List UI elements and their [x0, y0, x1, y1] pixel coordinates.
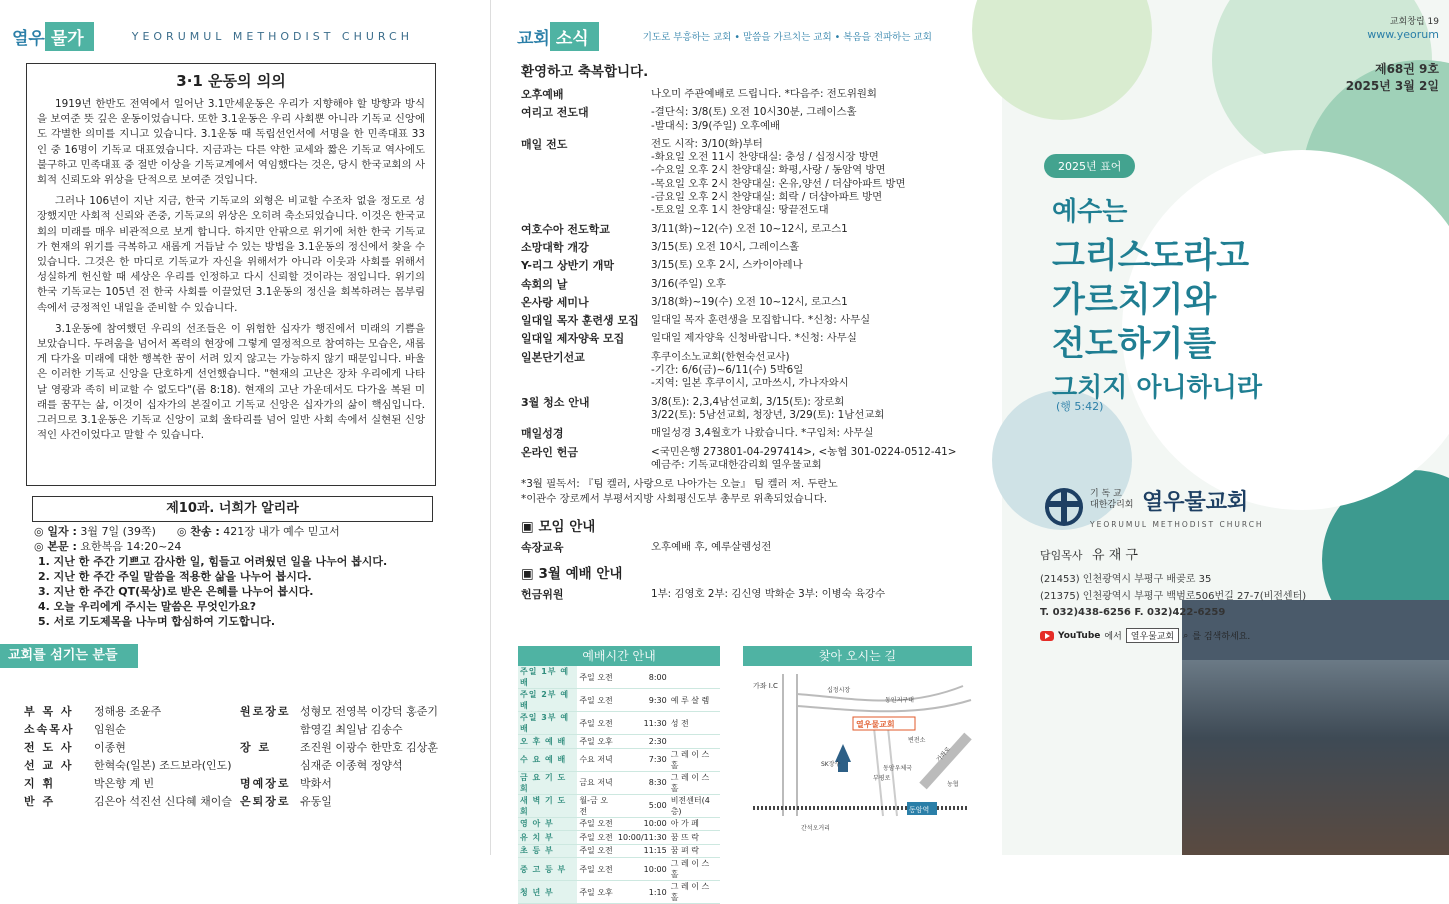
news-value: 3/18(화)~19(수) 오전 10~12시, 로고스1 — [651, 295, 848, 308]
sanctuary-photo — [1182, 660, 1449, 855]
service-cell-t: 5:00 — [616, 794, 669, 817]
text-value: 요한복음 14:20~24 — [80, 540, 182, 553]
youtube-in: 에서 — [1104, 632, 1122, 642]
article-box — [26, 63, 436, 486]
news-key: 매일 전도 — [521, 137, 568, 151]
staff-names: 심재준 이종혁 정양석 — [300, 759, 403, 772]
question-item: 2. 지난 한 주간 주일 말씀을 적용한 삶을 나누어 봅시다. — [38, 570, 312, 583]
service-times-title: 예배시간 안내 — [518, 646, 720, 666]
youtube-line — [1040, 628, 1250, 643]
question-item: 3. 지난 한 주간 QT(묵상)로 받은 은혜를 나누어 봅시다. — [38, 585, 314, 598]
news-value: 3/15(토) 오전 10시, 그레이스홀 — [651, 240, 800, 253]
service-cell-d: 주일 오전 — [577, 817, 616, 831]
staff-role: 전 도 사 — [24, 741, 74, 754]
map-title: 찾아 오시는 길 — [743, 646, 972, 666]
news-value: 3/15(토) 오후 2시, 스카이아레나 — [651, 259, 803, 272]
service-cell-d: 주일 오후 — [577, 881, 616, 904]
news-item — [521, 446, 991, 473]
staff-row — [24, 739, 234, 757]
motto-line: 그리스도라고 — [1052, 236, 1250, 276]
news-key: 여리고 전도대 — [521, 106, 589, 120]
map-station-label: 동암역 — [909, 806, 930, 814]
staff-row — [240, 739, 488, 757]
news-key: 속장교육 — [521, 541, 564, 555]
phone-fax: T. 032)438-6256 F. 032)422-6259 — [1040, 607, 1226, 618]
map-label: 동암우체국 — [883, 765, 912, 772]
service-cell-d: 주일 오후 — [577, 735, 616, 749]
map-church-label: 열우물교회 — [856, 720, 895, 729]
article-paragraph: 3.1운동에 참여했던 우리의 선조들은 이 위험한 십자가 행진에서 미래의 기쁨을 보았습니다. 두려움을 넘어서 폭력의 현장에 그렇게 열정적으로 참여하는 모습은, 새롭게 다가올 미래에 대한 행복한 꿈이 서려 있지 않고는 가능하지 않기 때문입니다. 바울은 이러한 기독교 신앙을 단호하게 선언했습니다. "현재의 고난은 장차 우리에게 나타날 영광과 족히 비교할 수 없도다"(롬 8:18). 현재의 고난 가운데서도 다가올 복된 미래를 꿈꾸는 삶, 이것이 십자가의 본질이고 기독교 신앙은 십자가의 삶이 핵심입니다. 그러므로 3.1운동은 기독교 신앙이 교회 울타리를 넘어 일반 사회 속에서 실현된 신앙적인 사건이었다고 말할 수 있습니다. — [37, 322, 425, 442]
service-cell-n: 오 후 예 배 — [518, 735, 577, 749]
staff-row — [24, 703, 234, 721]
news-item — [521, 332, 991, 345]
map-label: 십정시장 — [827, 687, 851, 694]
motto-verse: (행 5:42) — [1056, 400, 1104, 413]
founded-label: 교회창립 19 — [1389, 17, 1439, 27]
staff-names: 한혁숙(일본) 조드보라(인도) — [94, 759, 232, 772]
service-cell-p: 꿈 펴 락 — [669, 844, 720, 858]
service-cell-n: 중 고 등 부 — [518, 858, 577, 881]
panel-cover — [1002, 0, 1449, 855]
news-value: 오후예배 후, 예루살렘성전 — [651, 541, 772, 554]
service-cell-t: 10:00/11:30 — [616, 831, 669, 845]
map-label: 부평로 — [873, 775, 891, 782]
service-row — [518, 689, 720, 712]
service-row — [518, 844, 720, 858]
question-item: 1. 지난 한 주간 기쁘고 감사한 일, 힘들고 어려웠던 일을 나누어 봅시다. — [38, 555, 388, 568]
news-key: 일대일 목자 훈련생 모집 — [521, 314, 639, 328]
news-key: 헌금위원 — [521, 588, 564, 602]
service-cell-t: 2:30 — [616, 735, 669, 749]
news-value: 일대일 제자양육 신청바랍니다. *신청: 사무실 — [651, 332, 857, 345]
news-key: 오후예배 — [521, 88, 564, 101]
lesson-meta-row — [34, 524, 340, 539]
pastor-label: 담임목사 — [1040, 549, 1083, 562]
hymn-value: 421장 내가 예수 믿고서 — [223, 525, 340, 538]
youtube-label: YouTube — [1058, 630, 1101, 641]
news-key: 온사랑 세미나 — [521, 295, 589, 309]
staff-names: 정해용 조윤주 — [94, 705, 162, 718]
text-label: ◎ 본문 : — [34, 540, 77, 553]
news-item — [521, 106, 991, 133]
issue-date: 2025년 3월 2일 — [1345, 79, 1439, 93]
question-item: 5. 서로 기도제목을 나누며 합심하여 기도합니다. — [38, 615, 276, 628]
service-times-table — [518, 646, 720, 904]
service-cell-p — [669, 735, 720, 749]
news-key: 일본단기선교 — [521, 350, 585, 364]
news-key: 여호수아 전도학교 — [521, 222, 610, 236]
news-key: 매일성경 — [521, 427, 564, 441]
staff-role: 명예장로 — [240, 777, 291, 790]
service-cell-d: 주일 오전 — [577, 858, 616, 881]
staff-list-left — [24, 703, 234, 811]
service-row — [518, 748, 720, 771]
staff-role: 부 목 사 — [24, 705, 74, 718]
question-list — [38, 554, 387, 629]
map-label: SK장수 — [821, 761, 841, 768]
pastor-line — [1040, 544, 1138, 563]
service-cell-t: 8:00 — [616, 666, 669, 689]
service-cell-d: 주일 오전 — [577, 712, 616, 735]
header-part-a: 교회 — [517, 28, 550, 49]
news-value: 전도 시작: 3/10(화)부터 -화요일 오전 11시 찬양대실: 충성 / 십정시장 방면 -수요일 오후 2시 찬양대실: 화평,사랑 / 동암역 방면 -목요일 오후 2시 찬양대실: 온유,양선 / 더샵아파트 방면 -금요일 오후 2시 찬양대실: 희락 / 더샵아파트 방면 -토요일 오후 1시 찬양대실: 땅끝전도대 — [651, 137, 906, 217]
news-item — [521, 278, 991, 291]
service-cell-d: 주일 오전 — [577, 844, 616, 858]
church-logo — [1042, 487, 1086, 527]
news-value: 1부: 김영호 2부: 김신영 박화순 3부: 이병숙 육강수 — [651, 588, 886, 601]
motto-line: 가르치기와 — [1052, 280, 1217, 320]
staff-row — [240, 703, 488, 721]
news-value: 나오미 주관예배로 드립니다. *다음주: 전도위원회 — [651, 88, 877, 100]
news-key: 일대일 제자양육 모집 — [521, 332, 625, 346]
staff-role: 은퇴장로 — [240, 795, 291, 808]
news-value: 매일성경 3,4월호가 나왔습니다. *구입처: 사무실 — [651, 427, 874, 440]
news-item — [521, 351, 991, 391]
news-value: -결단식: 3/8(토) 오전 10시30분, 그레이스홀 -발대식: 3/9(주일) 오후예배 — [651, 106, 857, 132]
youtube-tail: 를 검색하세요. — [1192, 632, 1251, 642]
service-row — [518, 817, 720, 831]
news-value: 일대일 목자 훈련생을 모집합니다. *신청: 사무실 — [651, 314, 871, 327]
youtube-search-box[interactable]: 열우물교회 — [1126, 628, 1179, 643]
service-cell-t: 10:00 — [616, 817, 669, 831]
motto-badge: 2025년 표어 — [1044, 154, 1135, 178]
service-cell-n: 주일 1부 예배 — [518, 666, 577, 689]
service-cell-d: 금요 저녁 — [577, 771, 616, 794]
news-value: 3/8(토): 2,3,4남선교회, 3/15(토): 장로회 3/22(토): 5남선교회, 청장년, 3/29(토): 1남선교회 — [651, 395, 885, 421]
news-value: 3/16(주일) 오후 — [651, 277, 726, 290]
map-label: 가좌로 — [935, 745, 953, 764]
map-graphic — [743, 666, 972, 836]
church-name-en: YEORUMUL METHODIST CHURCH — [1090, 520, 1264, 529]
service-row — [518, 858, 720, 881]
note-line: *이관수 장로께서 부평서지방 사회평신도부 총무로 위촉되었습니다. — [521, 493, 828, 506]
pastor-name: 유 재 구 — [1092, 548, 1138, 563]
staff-role — [240, 721, 300, 739]
news-item — [521, 296, 991, 309]
service-cell-p: 성 전 — [669, 712, 720, 735]
service-cell-n: 금 요 기 도 회 — [518, 771, 577, 794]
youtube-icon — [1040, 631, 1054, 641]
staff-role: 지 휘 — [24, 777, 56, 790]
news-value: 3/11(화)~12(수) 오전 10~12시, 로고스1 — [651, 222, 848, 235]
staff-names: 조진원 이광수 한만호 김상훈 — [300, 741, 439, 754]
service-cell-t: 7:30 — [616, 748, 669, 771]
service-cell-t: 11:30 — [616, 712, 669, 735]
service-cell-n: 수 요 예 배 — [518, 748, 577, 771]
news-list — [521, 60, 991, 607]
panel-header — [491, 22, 932, 50]
denomination — [1090, 489, 1133, 511]
address-line: (21375) 인천광역시 부평구 백범로506번길 27-7(비전센터) — [1040, 591, 1307, 602]
header-part-b: 물가 — [45, 22, 94, 51]
map-label: 변전소 — [908, 737, 926, 744]
service-row — [518, 666, 720, 689]
staff-row — [24, 793, 234, 811]
motto-line: 전도하기를 — [1052, 324, 1217, 364]
motto-text — [1052, 190, 1262, 410]
header-part-b: 소식 — [550, 22, 599, 51]
map-label: 가좌 I.C — [753, 682, 778, 690]
staff-role: 장 로 — [240, 741, 272, 754]
staff-names: 김은아 석진선 신다혜 채이슬 — [94, 795, 233, 808]
staff-names: 함영길 최일남 김송수 — [300, 723, 403, 736]
service-cell-p: 예 루 살 렘 — [669, 689, 720, 712]
service-cell-p: 그 레 이 스 홀 — [669, 771, 720, 794]
service-cell-d: 월-금 오전 — [577, 794, 616, 817]
service-row — [518, 794, 720, 817]
church-url: www.yeorum — [1367, 28, 1439, 41]
article-paragraph: 그러나 106년이 지난 지금, 한국 기독교의 외형은 비교할 수조차 없을 정도로 성장했지만 사회적 신뢰와 존중, 기독교의 위상은 오히려 축소되었습니다. 이것은 한국교회의 미래를 매우 비관적으로 보게 합니다. 하지만 안팎으로 위기에 처한 한국 기독교가 현재의 위기를 극복하고 새롭게 거듭날 수 있는 방법을 3.1운동의 정신에서 찾을 수 있습니다. 그것은 한 마디로 기독교가 자신을 위해서가 아니라 이웃과 사회를 위해서 성실하게 헌신할 때 세상은 우리를 인정하고 다시 신뢰할 것이라는 점입니다. 위기의 한국 기독교는 105년 전 한국 사회를 이끌었던 3.1운동의 정신을 회복하려는 몸부림 속에서 긍정적인 내일을 준비할 수 있습니다. — [37, 195, 425, 314]
news-value: <국민은행 273801-04-297414>, <농협 301-0224-0512-41> 예금주: 기독교대한감리회 열우물교회 — [651, 445, 957, 471]
service-cell-d: 주일 오전 — [577, 831, 616, 845]
service-row — [518, 712, 720, 735]
news-key: 속회의 날 — [521, 277, 568, 291]
news-item — [521, 223, 991, 236]
service-cell-p: 그 레 이 스 홀 — [669, 858, 720, 881]
header-part-a: 열우 — [12, 28, 45, 49]
map-label: 농협 — [947, 781, 959, 788]
denomination-line: 대한감리회 — [1090, 500, 1134, 510]
service-cell-p: 비전센터(4층) — [669, 794, 720, 817]
address-line: (21453) 인천광역시 부평구 배곶로 35 — [1040, 574, 1212, 585]
staff-role — [240, 757, 300, 775]
service-cell-p — [669, 666, 720, 689]
service-cell-d: 주일 오전 — [577, 689, 616, 712]
staff-names: 성형모 전영복 이강덕 홍준기 — [300, 705, 439, 718]
news-item — [521, 588, 991, 601]
staff-row — [240, 775, 488, 793]
service-row — [518, 735, 720, 749]
news-item — [521, 396, 991, 423]
staff-row — [24, 721, 234, 739]
service-cell-n: 청 년 부 — [518, 881, 577, 904]
staff-list-right — [240, 703, 488, 811]
service-cell-p: 아 가 페 — [669, 817, 720, 831]
staff-names: 박화서 — [300, 777, 332, 790]
service-cell-t: 9:30 — [616, 689, 669, 712]
article-title: 3·1 운동의 의의 — [176, 72, 286, 90]
news-item — [521, 241, 991, 254]
lesson-title: 제10과. 너희가 알리라 — [32, 496, 433, 522]
news-key: 3월 청소 안내 — [521, 395, 590, 409]
panel-bulletin-column — [0, 0, 490, 855]
article-paragraph: 1919년 한반도 전역에서 일어난 3.1만세운동은 우리가 지향해야 할 방향과 방식을 보여준 뜻 깊은 운동이었습니다. 또한 3.1운동은 우리 사회뿐 아니라 기독교 신앙에도 각별한 의미를 지니고 있습니다. 3.1운동 때 독립선언서에 서명을 한 민족대표 33인 중 16명이 기독교 대표였습니다. 지금과는 다른 약한 교세와 짧은 기독교 역사에도 불구하고 민족대표 중 절반 이상을 기독교계에서 역임했다는 것은, 당시 한국교회의 사회적 신뢰도와 위상을 단적으로 보여준 것입니다. — [37, 98, 425, 187]
service-cell-d: 수요 저녁 — [577, 748, 616, 771]
date-value: 3월 7일 (39쪽) — [80, 525, 156, 538]
service-cell-t: 8:30 — [616, 771, 669, 794]
staff-role: 선 교 사 — [24, 759, 74, 772]
directions-map — [743, 646, 972, 836]
church-name: 열우물교회 — [1142, 490, 1249, 515]
news-item — [521, 138, 991, 218]
service-cell-n: 주일 3부 예배 — [518, 712, 577, 735]
news-key: Y-리그 상반기 개막 — [521, 259, 614, 273]
welcome-heading: 환영하고 축복합니다. — [521, 64, 649, 80]
staff-row — [24, 775, 234, 793]
header-subtitle: 기도로 부흥하는 교회 • 말씀을 가르치는 교회 • 복음을 전파하는 교회 — [642, 32, 932, 43]
service-row — [518, 771, 720, 794]
panel-header — [0, 22, 413, 50]
date-label: ◎ 일자 : — [34, 525, 77, 538]
staff-names: 박은향 계 빈 — [94, 777, 155, 790]
service-cell-p: 그 레 이 스 홀 — [669, 881, 720, 904]
service-cell-n: 영 아 부 — [518, 817, 577, 831]
service-row — [518, 881, 720, 904]
staff-names: 이종현 — [94, 741, 126, 754]
volume-label: 제68권 9호 — [1374, 62, 1439, 76]
service-cell-t: 11:15 — [616, 844, 669, 858]
search-icon: ⌕ — [1183, 630, 1189, 641]
motto-line: 예수는 — [1052, 197, 1128, 227]
hymn-label: ◎ 찬송 : — [176, 525, 220, 538]
motto-line: 그치지 아니하니라 — [1052, 373, 1262, 403]
denomination-line: 기 독 교 — [1090, 489, 1122, 499]
service-cell-n: 초 등 부 — [518, 844, 577, 858]
service-cell-p: 그 레 이 스 홀 — [669, 748, 720, 771]
news-value: 후쿠이소노교회(한현숙선교사) -기간: 6/6(금)~6/11(수) 5박6일 -지역: 일본 후쿠이시, 고마쓰시, 가나자와시 — [651, 350, 849, 390]
staff-role: 소속목사 — [24, 723, 75, 736]
staff-row — [240, 721, 488, 739]
lesson-text-row — [34, 539, 181, 554]
meeting-heading: ▣ 모임 안내 — [521, 519, 596, 536]
staff-row — [240, 793, 488, 811]
staff-names: 임원순 — [94, 723, 126, 736]
staff-row — [24, 757, 234, 775]
staff-section-title: 교회를 섬기는 분들 — [0, 644, 138, 668]
service-cell-p: 꿈 뜨 락 — [669, 831, 720, 845]
map-label: 동인지구대 — [885, 697, 914, 704]
staff-row — [240, 757, 488, 775]
note-line: *3월 필독서: 『팀 켈러, 사랑으로 나아가는 오늘』 팀 켈러 저. 두란노 — [521, 478, 838, 491]
service-cell-n: 새 벽 기 도 회 — [518, 794, 577, 817]
map-label: 간석오거리 — [801, 825, 830, 832]
service-row — [518, 831, 720, 845]
service-cell-t: 1:10 — [616, 881, 669, 904]
staff-names: 유동일 — [300, 795, 332, 808]
news-item — [521, 314, 991, 327]
service-cell-t: 10:00 — [616, 858, 669, 881]
news-item — [521, 259, 991, 272]
service-cell-n: 유 치 부 — [518, 831, 577, 845]
staff-role: 원로장로 — [240, 705, 291, 718]
news-item — [521, 541, 991, 554]
header-subtitle: YEORUMUL METHODIST CHURCH — [131, 29, 413, 43]
service-cell-d: 주일 오전 — [577, 666, 616, 689]
question-item: 4. 오늘 우리에게 주시는 말씀은 무엇인가요? — [38, 600, 257, 613]
news-item — [521, 427, 991, 440]
news-key: 소망대학 개강 — [521, 240, 589, 254]
news-item — [521, 88, 991, 101]
service-cell-n: 주일 2부 예배 — [518, 689, 577, 712]
news-key: 온라인 헌금 — [521, 445, 578, 459]
march-heading: ▣ 3월 예배 안내 — [521, 566, 623, 583]
staff-role: 반 주 — [24, 795, 56, 808]
panel-church-news — [490, 0, 1002, 902]
